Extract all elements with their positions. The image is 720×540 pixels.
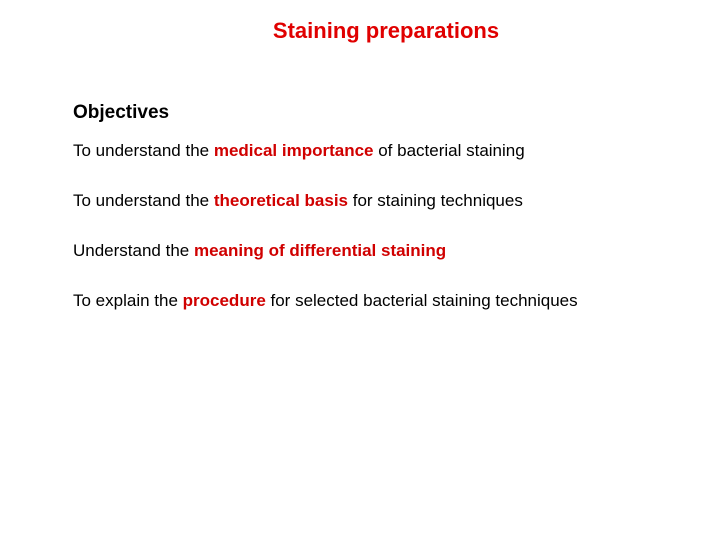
objective-text: for selected bacterial staining techniques (265, 291, 578, 310)
objective-item (73, 291, 578, 311)
objective-text: To understand the (73, 191, 214, 210)
objective-text: To explain the (73, 291, 183, 310)
objective-text: Understand the (73, 241, 194, 260)
objective-text: for staining techniques (348, 191, 523, 210)
objective-text: To understand the (73, 141, 214, 160)
objective-highlight: meaning of differential staining (193, 241, 447, 260)
objective-text: of bacterial staining (373, 141, 525, 160)
objective-item (73, 141, 525, 161)
objective-item (73, 191, 523, 211)
objectives-heading: Objectives (73, 102, 170, 123)
objective-highlight: medical importance (213, 141, 374, 160)
objective-highlight: procedure (182, 291, 266, 310)
objective-highlight: theoretical basis (213, 191, 348, 210)
objective-item (73, 241, 446, 261)
slide-title: Staining preparations (272, 18, 500, 43)
